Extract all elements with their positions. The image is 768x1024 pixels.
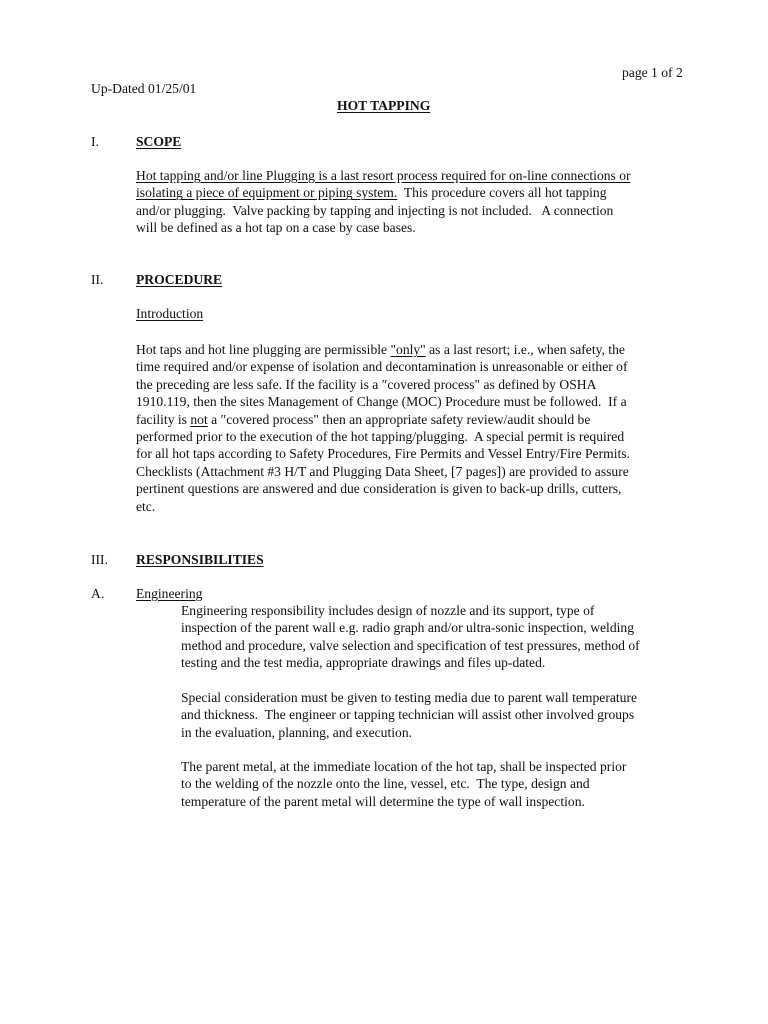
engineering-p3-line: temperature of the parent metal will determine the type of wall inspection.: [181, 793, 585, 809]
section-heading-procedure: PROCEDURE: [136, 272, 223, 287]
procedure-line-2: time required and/or expense of isolation and decontamination is unreasonable or either of: [136, 359, 628, 375]
engineering-paragraph-3: [181, 758, 626, 810]
section-heading-scope: SCOPE: [136, 134, 182, 149]
procedure-line-1: Hot taps and hot line plugging are permissible "only" as a last resort; i.e., when safety, the: [136, 342, 625, 357]
procedure-line-6: performed prior to the execution of the hot tapping/plugging. A special permit is required: [136, 428, 625, 444]
scope-line-3: and/or plugging. Valve packing by tapping and injecting is not included. A connection: [136, 202, 614, 218]
procedure-line-10: etc.: [136, 498, 156, 514]
page-number: page 1 of 2: [622, 65, 683, 80]
procedure-line-3: the preceding are less safe. If the facility is a ″covered process" as defined by OSHA: [136, 376, 597, 392]
procedure-line-8: Checklists (Attachment #3 H/T and Plugging Data Sheet, [7 pages]) are provided to assure: [136, 463, 629, 479]
subheading-introduction: Introduction: [136, 306, 204, 321]
section-heading-responsibilities: RESPONSIBILITIES: [136, 552, 264, 567]
engineering-p2-line: in the evaluation, planning, and execution.: [181, 724, 413, 740]
updated-date: Up-Dated 01/25/01: [91, 81, 197, 96]
engineering-paragraph-2: [181, 689, 637, 741]
subsection-heading-engineering: Engineering: [136, 586, 203, 601]
procedure-line-9: pertinent questions are answered and due consideration is given to back-up drills, cutters,: [136, 481, 622, 497]
engineering-p3-line: to the welding of the nozzle onto the line, vessel, etc. The type, design and: [181, 776, 590, 792]
procedure-line-4: 1910.119, then the sites Management of Change (MOC) Procedure must be followed. If a: [136, 394, 627, 410]
scope-line-1: Hot tapping and/or line Plugging is a last resort process required for on-line connections or: [136, 168, 631, 183]
engineering-p3-line: The parent metal, at the immediate location of the hot tap, shall be inspected prior: [181, 759, 627, 774]
subsection-letter-engineering: A.: [91, 586, 105, 601]
section-numeral-procedure: II.: [91, 272, 104, 287]
engineering-p1-line: inspection of the parent wall e.g. radio graph and/or ultra-sonic inspection, welding: [181, 620, 634, 636]
engineering-p1-line: method and procedure, valve selection and specification of test pressures, method of: [181, 637, 640, 653]
document-title: HOT TAPPING: [337, 98, 431, 113]
engineering-p2-line: Special consideration must be given to testing media due to parent wall temperature: [181, 690, 638, 705]
procedure-line-7: for all hot taps according to Safety Procedures, Fire Permits and Vessel Entry/Fire Permits.: [136, 446, 630, 462]
engineering-p1-line: Engineering responsibility includes design of nozzle and its support, type of: [181, 603, 595, 618]
section-numeral-responsibilities: III.: [91, 552, 108, 567]
procedure-paragraph: [136, 341, 630, 515]
engineering-p2-line: and thickness. The engineer or tapping technician will assist other involved groups: [181, 707, 635, 723]
engineering-paragraph-1: [181, 602, 640, 672]
section-numeral-scope: I.: [91, 134, 99, 149]
scope-paragraph: [136, 167, 631, 237]
procedure-line-5: facility is not a ″covered process" then an appropriate safety review/audit should be: [136, 411, 591, 427]
scope-line-2: isolating a piece of equipment or piping system. This procedure covers all hot tapping: [136, 185, 607, 201]
engineering-p1-line: testing and the test media, appropriate drawings and files up-dated.: [181, 655, 546, 671]
scope-line-4: will be defined as a hot tap on a case by case bases.: [136, 220, 416, 236]
